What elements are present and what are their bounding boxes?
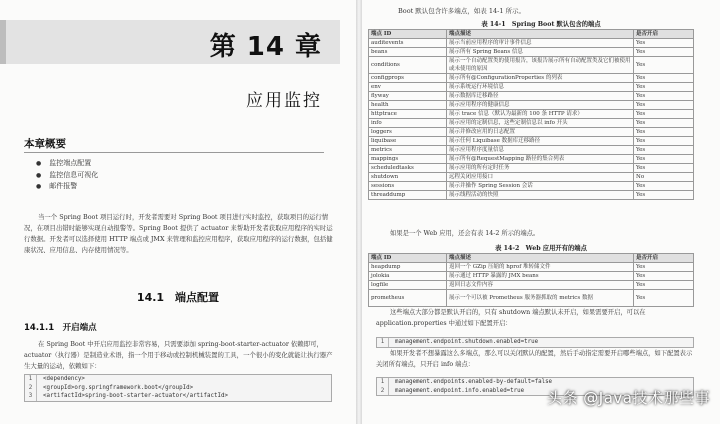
right-intro-text: Boot 默认包含许多端点，如表 14-1 所示。 <box>398 7 526 15</box>
web-endpoints-paragraph: 如果是一个 Web 应用，还会有表 14-2 所示的端点。 <box>390 230 540 237</box>
endpoint-id-cell: httptrace <box>369 110 447 119</box>
table-row <box>369 173 694 182</box>
table-row <box>369 191 694 200</box>
code-line: 2 management.endpoint.info.enabled=true <box>377 387 693 396</box>
column-header: 端点描述 <box>447 254 634 263</box>
table-row <box>369 182 694 191</box>
column-header: 端点 ID <box>369 254 447 263</box>
endpoint-description-cell: 展示数据库迁移路径 <box>447 92 634 101</box>
table-row <box>369 155 694 164</box>
endpoint-id-cell: metrics <box>369 146 447 155</box>
web-endpoints-table-body <box>369 263 694 307</box>
endpoint-id-cell: beans <box>369 48 447 57</box>
table-row <box>369 290 694 307</box>
endpoint-description-cell: 展示应用的所有定时任务 <box>447 164 634 173</box>
endpoint-id-cell: scheduledtasks <box>369 164 447 173</box>
table-row <box>369 146 694 155</box>
table-row <box>369 57 694 74</box>
endpoint-enabled-cell: Yes <box>634 146 694 155</box>
bullet-icon: ● <box>36 160 42 167</box>
endpoint-id-cell: jolokia <box>369 272 447 281</box>
table-row <box>369 128 694 137</box>
endpoint-enabled-cell: Yes <box>634 39 694 48</box>
endpoint-enabled-cell: Yes <box>634 272 694 281</box>
column-header: 端点描述 <box>447 30 634 39</box>
endpoint-description-cell: 展示通过 HTTP 暴露的 JMX beans <box>447 272 634 281</box>
endpoint-enabled-cell: Yes <box>634 164 694 173</box>
endpoint-enabled-cell: Yes <box>634 182 694 191</box>
table1-caption: 表 14-1 Spring Boot 默认包含的端点 <box>481 21 601 28</box>
endpoint-id-cell: sessions <box>369 182 447 191</box>
endpoint-enabled-cell: Yes <box>634 74 694 83</box>
endpoint-enabled-cell: Yes <box>634 281 694 290</box>
table2-caption: 表 14-2 Web 应用开有的端点 <box>495 245 587 252</box>
watermark-text: 头条 @Java技术那些事 <box>547 389 710 407</box>
shutdown-paragraph: 这些端点大部分都是默认开启的，只有 shutdown 端点默认未开启，如果需要开启，可以在 application.properties 中通过如下配置开启： <box>376 309 646 327</box>
endpoint-description-cell: 展示线程活动的快照 <box>447 191 634 200</box>
web-endpoints-table <box>368 253 694 307</box>
intro-paragraph: 当一个 Spring Boot 项目运行时，开发者需要对 Spring Boot 项目进行实时监控，获取项目的运行情况，在项目出错时能够实现自动报警等。Spring Boot 提供了 actuator 来帮助开发者获取应用程序的实时运行数据。开发者可以选择使用 HTTP 端点或 JMX 来管理和监控应用程序，获取应用程序的运行数据，包括健康状况、应用信息、内存使用情况等。 <box>24 213 333 254</box>
endpoint-enabled-cell: Yes <box>634 92 694 101</box>
summary-heading: 本章概要 <box>24 138 66 150</box>
endpoint-id-cell: configprops <box>369 74 447 83</box>
endpoint-enabled-cell: Yes <box>634 191 694 200</box>
endpoint-enabled-cell: Yes <box>634 263 694 272</box>
endpoint-id-cell: prometheus <box>369 290 447 307</box>
endpoint-enabled-cell: Yes <box>634 128 694 137</box>
endpoint-description-cell: 展示一个可以被 Prometheus 服务器抓取的 metrics 数据 <box>447 290 634 307</box>
chapter-number: 第 14 章 <box>209 32 322 62</box>
table-row <box>369 110 694 119</box>
table-row <box>369 39 694 48</box>
code-line: 2 <groupId>org.springframework.boot</groupId> <box>25 384 331 393</box>
endpoint-description-cell: 展示所有@RequestMapping 路径的集合列表 <box>447 155 634 164</box>
endpoint-description-cell: 展示应用程序的健康信息 <box>447 101 634 110</box>
endpoint-description-cell: 展示 trace 信息（默认为最新的 100 条 HTTP 请求） <box>447 110 634 119</box>
table-row <box>369 74 694 83</box>
table-row <box>369 272 694 281</box>
endpoint-enabled-cell: Yes <box>634 155 694 164</box>
endpoint-id-cell: health <box>369 101 447 110</box>
column-header: 是否开启 <box>634 254 694 263</box>
endpoints-table-body <box>369 39 694 200</box>
summary-item: ● 邮件报警 <box>36 181 98 193</box>
section-heading: 14.1 端点配置 <box>136 291 220 304</box>
table-row <box>369 263 694 272</box>
watermark-overlay <box>547 387 710 408</box>
endpoint-description-cell: 返回日志文件内容 <box>447 281 634 290</box>
endpoint-description-cell: 展示当前应用程序的审计事件信息 <box>447 39 634 48</box>
table-row <box>369 48 694 57</box>
endpoint-id-cell: env <box>369 83 447 92</box>
column-header: 是否开启 <box>634 30 694 39</box>
code-line: 1 <dependency> <box>25 375 331 384</box>
table-header-row <box>369 254 694 263</box>
endpoint-id-cell: conditions <box>369 57 447 74</box>
dependency-code-block <box>24 374 332 402</box>
code-line: 1 management.endpoint.shutdown.enabled=true <box>377 338 693 347</box>
endpoint-id-cell: loggers <box>369 128 447 137</box>
endpoint-enabled-cell: Yes <box>634 101 694 110</box>
endpoint-description-cell: 展示并修改应用的日志配置 <box>447 128 634 137</box>
endpoint-enabled-cell: Yes <box>634 290 694 307</box>
disable-endpoints-paragraph: 如果开发者不想暴露这么多端点，那么可以关闭默认的配置，然后手动指定需要开启哪些端点，如下配置表示关闭所有端点，只开启 info 端点： <box>376 350 693 368</box>
endpoint-enabled-cell: Yes <box>634 110 694 119</box>
table-row <box>369 101 694 110</box>
endpoint-description-cell: 展示并操作 Spring Session 会话 <box>447 182 634 191</box>
endpoint-description-cell: 展示任何 Liquibase 数据库迁移路径 <box>447 137 634 146</box>
endpoint-description-cell: 展示应用的定制信息，这些定制信息以 info 开头 <box>447 119 634 128</box>
endpoint-enabled-cell: Yes <box>634 137 694 146</box>
endpoint-description-cell: 展示所有@ConfigurationProperties 的列表 <box>447 74 634 83</box>
endpoint-id-cell: threaddump <box>369 191 447 200</box>
endpoint-enabled-cell: No <box>634 173 694 182</box>
right-book-page <box>362 0 720 424</box>
endpoint-enabled-cell: Yes <box>634 83 694 92</box>
endpoint-description-cell: 展示所有 Spring Beans 信息 <box>447 48 634 57</box>
endpoint-id-cell: logfile <box>369 281 447 290</box>
endpoint-id-cell: auditevents <box>369 39 447 48</box>
subsection-paragraph: 在 Spring Boot 中开启应用监控非常容易，只需要添加 spring-boot-starter-actuator 依赖即可，actuator（执行器）是制造业术语，指一个用于移动或控制机械装置的工具，一个很小的变化就能让执行器产生大量的运动，依赖如下： <box>24 340 333 370</box>
column-header: 端点 ID <box>369 30 447 39</box>
table-row <box>369 137 694 146</box>
summary-divider <box>24 152 324 153</box>
endpoint-id-cell: liquibase <box>369 137 447 146</box>
bullet-icon: ● <box>36 171 42 179</box>
summary-item: ● 监控端点配置 <box>36 158 98 170</box>
table-row <box>369 83 694 92</box>
subsection-heading: 14.1.1 开启端点 <box>24 323 97 333</box>
table-row <box>369 119 694 128</box>
endpoint-description-cell: 远程关闭应用接口 <box>447 173 634 182</box>
endpoint-enabled-cell: Yes <box>634 57 694 74</box>
endpoint-enabled-cell: Yes <box>634 48 694 57</box>
endpoint-description-cell: 展示一个自动配置类的使用报告，该报告展示所有自动配置类及它们被使用或未使用的原因 <box>447 57 634 74</box>
summary-item: ● 监控信息可视化 <box>36 170 98 182</box>
endpoint-id-cell: mappings <box>369 155 447 164</box>
code-line: 1 management.endpoints.enabled-by-default=false <box>377 378 693 387</box>
table-row <box>369 164 694 173</box>
code-line: 3 <artifactId>spring-boot-starter-actuator</artifactId> <box>25 392 331 401</box>
left-book-page <box>0 0 356 424</box>
endpoint-enabled-cell: Yes <box>634 119 694 128</box>
chapter-name: 应用监控 <box>246 91 322 111</box>
table-row <box>369 92 694 101</box>
table-header-row <box>369 30 694 39</box>
endpoint-id-cell: heapdump <box>369 263 447 272</box>
table-row <box>369 281 694 290</box>
endpoint-id-cell: flyway <box>369 92 447 101</box>
endpoint-description-cell: 返回一个 GZip 压缩的 hprof 堆转储文件 <box>447 263 634 272</box>
banner-accent-bar <box>0 20 6 64</box>
endpoints-table <box>368 29 694 200</box>
shutdown-config-code <box>376 337 694 348</box>
summary-list <box>36 158 98 193</box>
endpoint-description-cell: 展示应用程序度量信息 <box>447 146 634 155</box>
endpoint-id-cell: info <box>369 119 447 128</box>
endpoint-id-cell: shutdown <box>369 173 447 182</box>
bullet-icon: ● <box>36 183 42 190</box>
endpoint-description-cell: 展示系统运行环境信息 <box>447 83 634 92</box>
